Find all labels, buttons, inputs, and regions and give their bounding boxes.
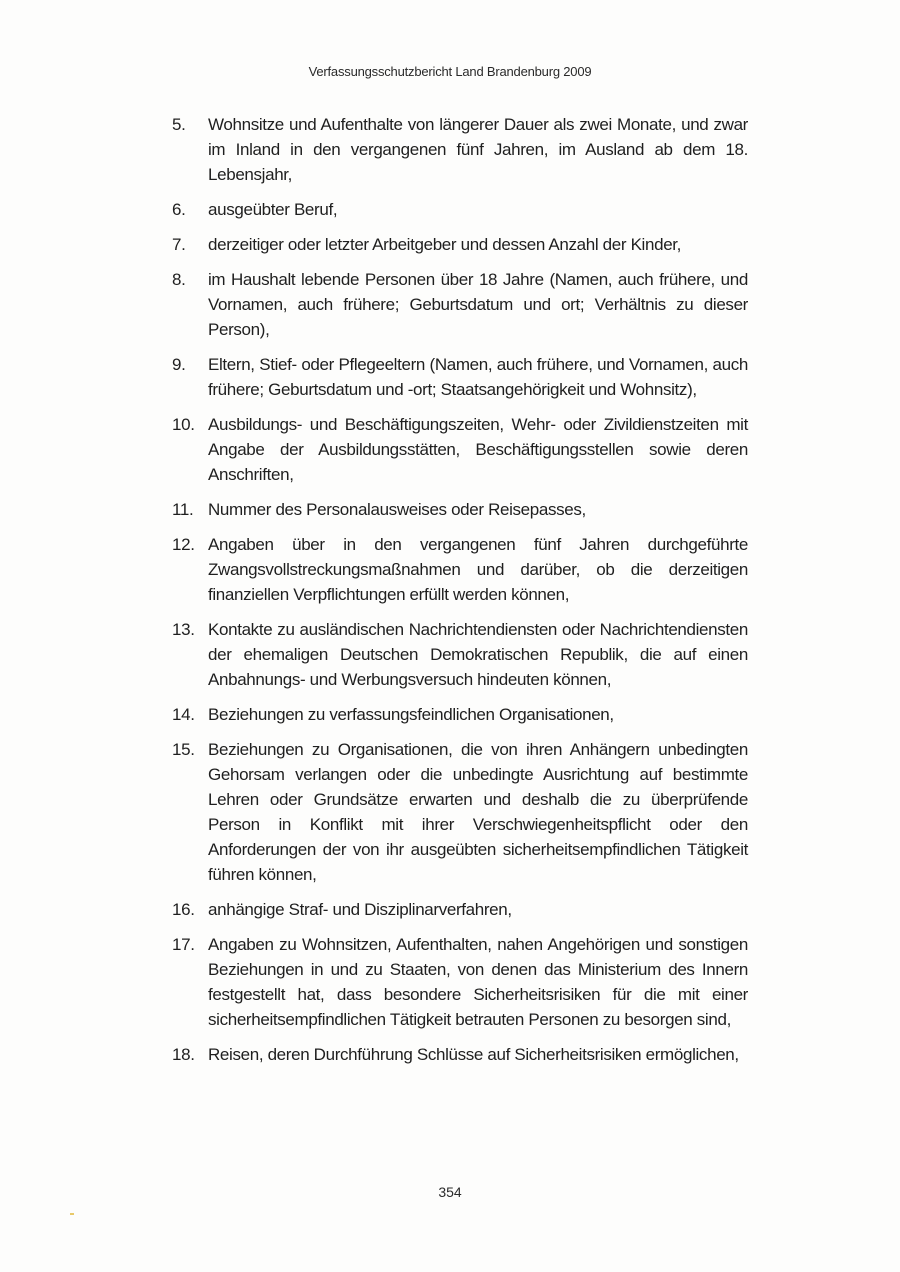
item-number: 10. xyxy=(172,415,195,434)
list-item xyxy=(172,497,748,522)
item-number: 9. xyxy=(172,355,186,374)
list-item xyxy=(172,267,748,342)
list-item xyxy=(172,232,748,257)
item-number: 5. xyxy=(172,115,186,134)
item-number: 8. xyxy=(172,270,186,289)
running-header: Verfassungsschutzbericht Land Brandenburg 2009 xyxy=(308,64,592,79)
item-text: Nummer des Personalausweises oder Reisepasses, xyxy=(208,500,586,519)
list-item xyxy=(172,112,748,187)
item-number: 12. xyxy=(172,535,195,554)
item-text: im Haushalt lebende Personen über 18 Jahre (Namen, auch frühere, und Vornamen, auch frühere; Geburtsdatum und ort; Verhältnis zu dieser Person), xyxy=(208,270,748,339)
item-number: 17. xyxy=(172,935,195,954)
item-number: 16. xyxy=(172,900,195,919)
list-item xyxy=(172,737,748,887)
item-number: 11. xyxy=(172,500,194,519)
scan-speck xyxy=(70,1213,74,1215)
list-item xyxy=(172,702,748,727)
item-text: Beziehungen zu verfassungsfeindlichen Organisationen, xyxy=(208,705,614,724)
list-item xyxy=(172,897,748,922)
list-item xyxy=(172,352,748,402)
item-text: Beziehungen zu Organisationen, die von ihren Anhängern unbedingten Gehorsam verlangen oder die unbedingte Ausrichtung auf bestimmte Lehren oder Grundsätze erwarten und deshalb die zu überprüfende Person in Konflikt mit ihrer Verschwiegenheitspflicht oder den Anforderungen der von ihr ausgeübten sicherheitsempfindlichen Tätigkeit führen können, xyxy=(208,740,748,884)
item-text: derzeitiger oder letzter Arbeitgeber und dessen Anzahl der Kinder, xyxy=(208,235,682,254)
item-number: 14. xyxy=(172,705,195,724)
list-item xyxy=(172,617,748,692)
item-text: Angaben über in den vergangenen fünf Jahren durchgeführte Zwangsvollstreckungsmaßnahmen und darüber, ob die derzeitigen finanziellen Verpflichtungen erfüllt werden können, xyxy=(208,535,748,604)
list-item xyxy=(172,412,748,487)
item-number: 18. xyxy=(172,1045,195,1064)
page-number: 354 xyxy=(438,1184,462,1200)
item-text: Wohnsitze und Aufenthalte von längerer Dauer als zwei Monate, und zwar im Inland in den vergangenen fünf Jahren, im Ausland ab dem 18. Lebensjahr, xyxy=(208,115,748,184)
item-text: anhängige Straf- und Disziplinarverfahren, xyxy=(208,900,512,919)
item-text: Reisen, deren Durchführung Schlüsse auf Sicherheitsrisiken ermöglichen, xyxy=(208,1045,739,1064)
numbered-list xyxy=(172,112,748,1077)
item-number: 13. xyxy=(172,620,195,639)
list-item xyxy=(172,197,748,222)
item-number: 6. xyxy=(172,200,186,219)
item-text: Eltern, Stief- oder Pflegeeltern (Namen, auch frühere, und Vornamen, auch frühere; Geburtsdatum und -ort; Staatsangehörigkeit und Wohnsitz), xyxy=(208,355,748,399)
item-text: Kontakte zu ausländischen Nachrichtendiensten oder Nachrichtendiensten der ehemaligen Deutschen Demokratischen Republik, die auf einen Anbahnungs- und Werbungsversuch hindeuten können, xyxy=(208,620,748,689)
item-text: Angaben zu Wohnsitzen, Aufenthalten, nahen Angehörigen und sonstigen Beziehungen in und zu Staaten, von denen das Ministerium des Innern festgestellt hat, dass besondere Sicherheitsrisiken für die mit einer sicherheitsempfindlichen Tätigkeit betrauten Personen zu besorgen sind, xyxy=(208,935,748,1029)
item-number: 7. xyxy=(172,235,186,254)
item-text: Ausbildungs- und Beschäftigungszeiten, Wehr- oder Zivildienstzeiten mit Angabe der Ausbildungsstätten, Beschäftigungsstellen sowie deren Anschriften, xyxy=(208,415,748,484)
list-item xyxy=(172,1042,748,1067)
item-text: ausgeübter Beruf, xyxy=(208,200,338,219)
list-item xyxy=(172,532,748,607)
item-number: 15. xyxy=(172,740,195,759)
list-item xyxy=(172,932,748,1032)
